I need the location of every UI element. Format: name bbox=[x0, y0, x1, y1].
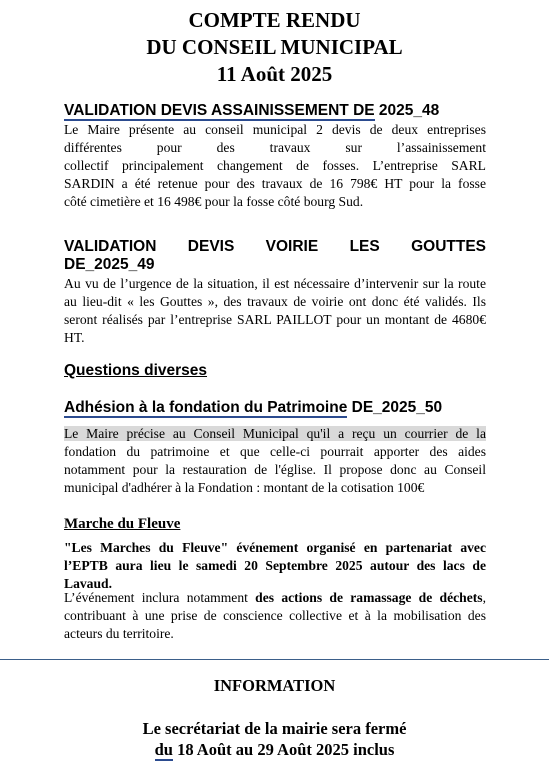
section-body-patrimoine bbox=[64, 425, 486, 497]
body-rest: fondation du patrimoine et que celle-ci pourrait apporter des aides notamment pour la restauration de l'église. Il propose donc au Conseil municipal d'adhérer à la Fondation : montant de la cotisation 100€ bbox=[64, 444, 486, 495]
body-line: collectif principalement changement de fosses. L’entreprise SARL bbox=[64, 158, 486, 173]
section-body-assainissement bbox=[64, 121, 486, 211]
body-line: Le Maire présente au conseil municipal 2 devis de deux entreprises bbox=[64, 122, 486, 137]
title-line-2: DU CONSEIL MUNICIPAL bbox=[146, 35, 403, 59]
information-dates: 18 Août au 29 Août 2025 inclus bbox=[172, 740, 395, 759]
heading-line: VALIDATION DEVIS VOIRIE LES GOUTTES bbox=[64, 238, 486, 255]
heading-ref: 2025_48 bbox=[374, 102, 440, 119]
marche-du-fleuve-para bbox=[64, 589, 486, 643]
heading-line: DE_2025_49 bbox=[64, 256, 155, 273]
section-heading-voirie bbox=[64, 238, 486, 274]
questions-diverses-heading bbox=[64, 362, 486, 380]
highlighted-line-wrap bbox=[64, 425, 486, 443]
marche-du-fleuve-title: Marche du Fleuve bbox=[64, 516, 181, 532]
para-text: L’événement inclura notamment bbox=[64, 590, 256, 605]
body-line: différentes pour des travaux sur l’assainissement bbox=[64, 140, 486, 155]
heading-underlined-part: Adhésion à la fondation du Patrimoine bbox=[64, 399, 348, 416]
body-line: SARDIN a été retenue pour des travaux de 16 798€ HT pour la fosse bbox=[64, 176, 486, 191]
para-bold-text: des actions de ramassage de déchets bbox=[255, 590, 483, 605]
divider bbox=[0, 659, 549, 660]
section-heading-patrimoine bbox=[64, 399, 486, 417]
heading-ref: DE_2025_50 bbox=[347, 399, 443, 416]
body-line: côté cimetière et 16 498€ pour la fosse côté bourg Sud. bbox=[64, 194, 364, 209]
title-line-1: COMPTE RENDU bbox=[188, 8, 361, 32]
highlighted-line: Le Maire précise au Conseil Municipal qu'il a reçu un courrier de la bbox=[64, 426, 486, 441]
information-line-1: Le secrétariat de la mairie sera fermé bbox=[142, 719, 407, 738]
heading-underlined-part: VALIDATION DEVIS ASSAINISSEMENT DE bbox=[64, 102, 375, 119]
para-text: , contribuant à une prise de conscience collective et à la mobilisation des acteurs du territoire. bbox=[64, 590, 486, 641]
section-heading-assainissement bbox=[64, 102, 486, 120]
title-date: 11 Août 2025 bbox=[216, 62, 333, 86]
information-title: INFORMATION bbox=[213, 676, 336, 695]
questions-heading-text: Questions diverses bbox=[64, 362, 208, 379]
marche-du-fleuve-bold-para: "Les Marches du Fleuve" événement organisé en partenariat avec l’EPTB aura lieu le samedi 20 Septembre 2025 autour des lacs de Lavaud. bbox=[64, 540, 486, 591]
information-du: du bbox=[154, 740, 173, 759]
information-line-2 bbox=[0, 739, 549, 761]
section-body-voirie: Au vu de l’urgence de la situation, il est nécessaire d’intervenir sur la route au lieu-dit « les Gouttes », des travaux de voirie ont donc été validés. Ils seront réalisés par l’entreprise SARL PAILLOT pour un montant de 4680€ HT. bbox=[64, 276, 486, 345]
